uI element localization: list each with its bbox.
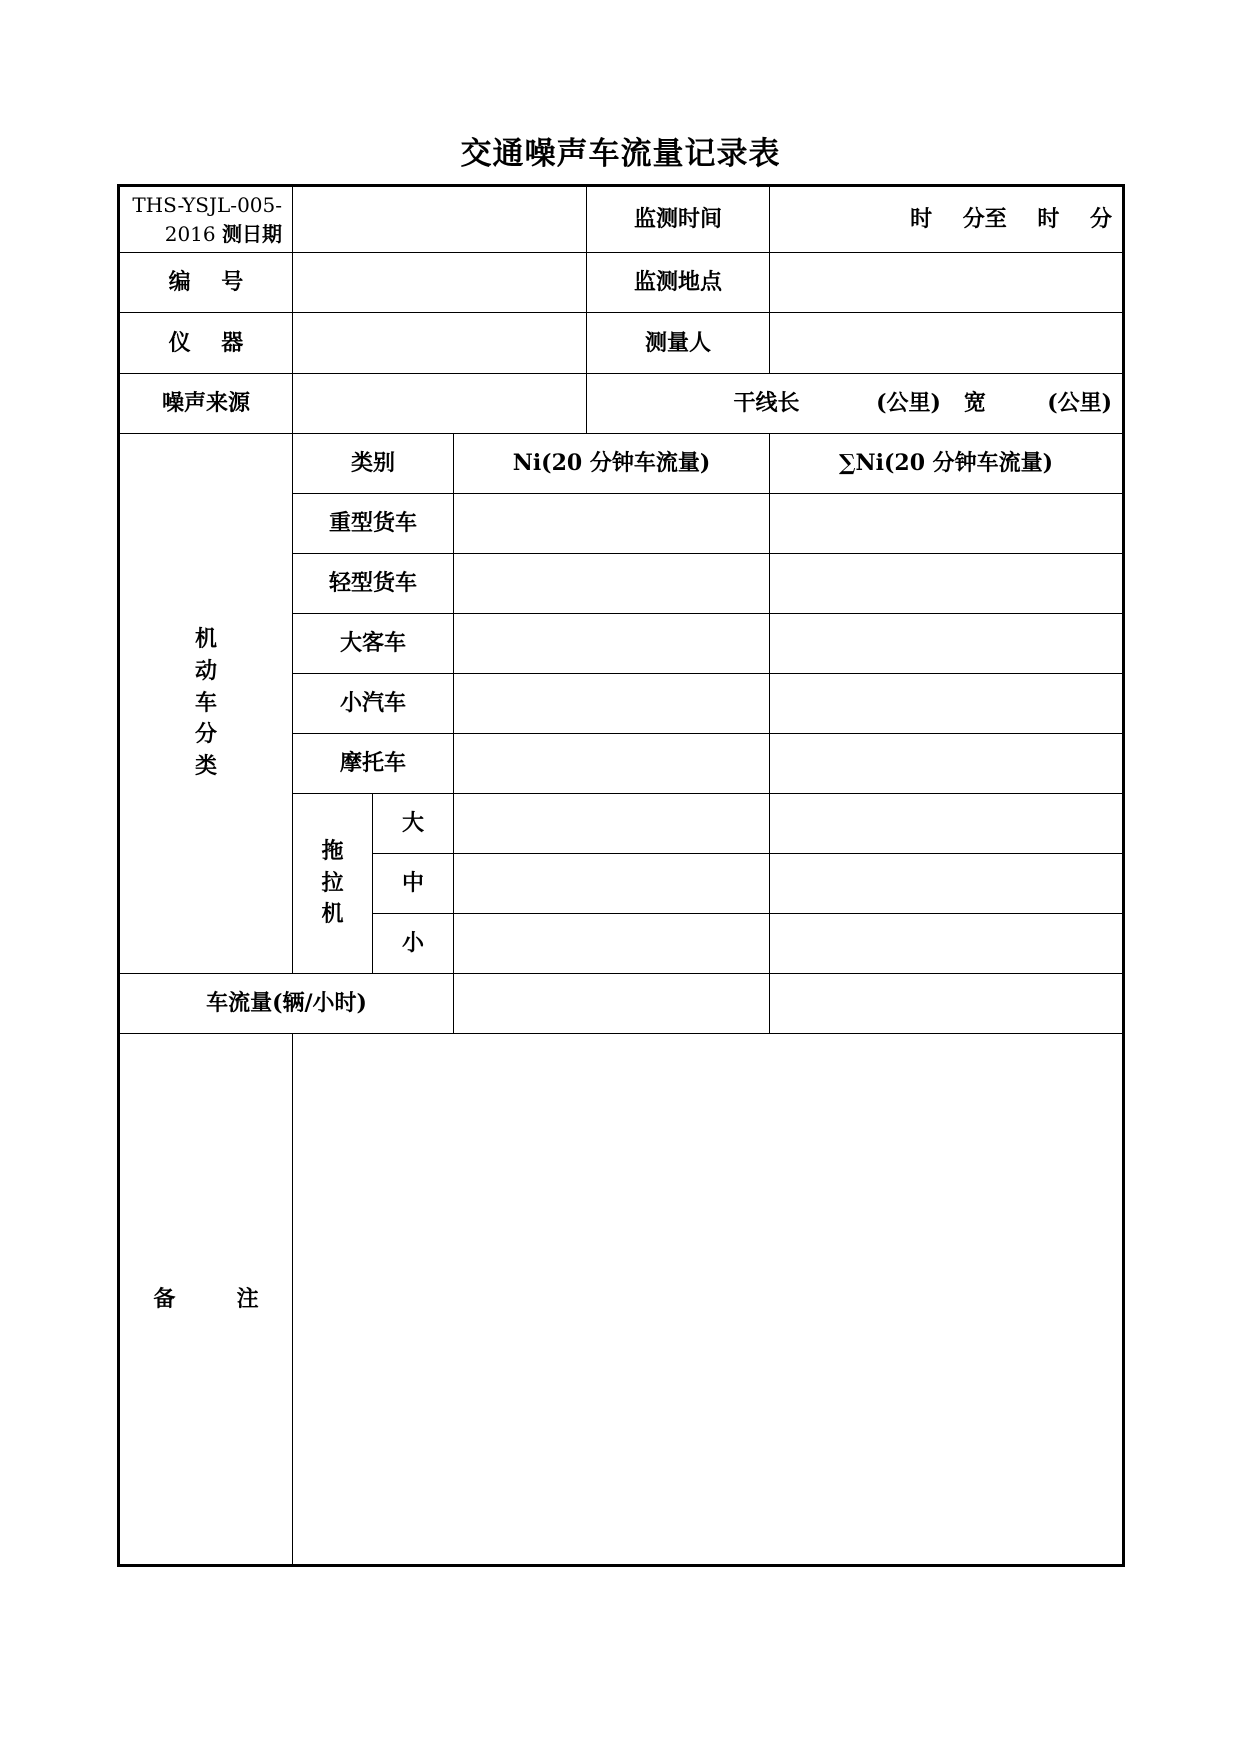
- sum-ni-field[interactable]: [770, 794, 1124, 854]
- row-noise-source: [119, 374, 1124, 434]
- sum-ni-field[interactable]: [770, 614, 1124, 674]
- tractor-size-label: 大: [373, 794, 454, 854]
- surveyor-label: 测量人: [587, 313, 770, 374]
- ni-field[interactable]: [454, 734, 770, 794]
- remarks-label: 备 注: [119, 1034, 293, 1566]
- vehicle-type-label: 摩托车: [293, 734, 454, 794]
- ni-field[interactable]: [454, 554, 770, 614]
- sum-ni-field[interactable]: [770, 554, 1124, 614]
- sum-ni-header: ∑Ni(20 分钟车流量): [770, 434, 1124, 494]
- date-field[interactable]: [293, 186, 587, 253]
- tractor-size-label: 中: [373, 854, 454, 914]
- noise-source-label: 噪声来源: [119, 374, 293, 434]
- monitor-time-label: 监测时间: [587, 186, 770, 253]
- doc-code-year: 2016: [164, 221, 216, 246]
- ni-field[interactable]: [454, 854, 770, 914]
- ni-field[interactable]: [454, 794, 770, 854]
- monitor-site-label: 监测地点: [587, 253, 770, 313]
- ni-field[interactable]: [454, 494, 770, 554]
- ni-field[interactable]: [454, 674, 770, 734]
- instrument-label: 仪 器: [119, 313, 293, 374]
- vehicle-type-label: 轻型货车: [293, 554, 454, 614]
- ni-header: Ni(20 分钟车流量): [454, 434, 770, 494]
- sum-ni-field[interactable]: [770, 914, 1124, 974]
- remarks-row: [119, 1034, 1124, 1566]
- monitor-time-field[interactable]: 时 分至 时 分: [770, 186, 1124, 253]
- ni-field[interactable]: [454, 614, 770, 674]
- vehicle-header-row: [119, 434, 1124, 494]
- flow-ni-field[interactable]: [454, 974, 770, 1034]
- category-header: 类别: [293, 434, 454, 494]
- row-date-time: [119, 186, 1124, 253]
- sum-ni-field[interactable]: [770, 494, 1124, 554]
- row-number-site: [119, 253, 1124, 313]
- instrument-field[interactable]: [293, 313, 587, 374]
- monitor-site-field[interactable]: [770, 253, 1124, 313]
- flow-label: 车流量(辆/小时): [119, 974, 454, 1034]
- vehicle-type-label: 大客车: [293, 614, 454, 674]
- noise-source-field[interactable]: [293, 374, 587, 434]
- tractor-size-label: 小: [373, 914, 454, 974]
- surveyor-field[interactable]: [770, 313, 1124, 374]
- flow-row: [119, 974, 1124, 1034]
- date-label: 测日期: [222, 221, 282, 246]
- sum-ni-field[interactable]: [770, 674, 1124, 734]
- sum-ni-field[interactable]: [770, 854, 1124, 914]
- doc-code: THS-YSJL-005-: [132, 192, 282, 217]
- record-table: [117, 184, 1125, 1567]
- remarks-field[interactable]: [293, 1034, 1124, 1566]
- road-info-field[interactable]: 干线长 (公里) 宽 (公里): [587, 374, 1124, 434]
- tractor-label: 拖 拉 机: [293, 794, 373, 974]
- number-label: 编 号: [119, 253, 293, 313]
- vehicle-type-label: 重型货车: [293, 494, 454, 554]
- flow-sum-field[interactable]: [770, 974, 1124, 1034]
- doc-code-cell: [119, 186, 293, 253]
- ni-field[interactable]: [454, 914, 770, 974]
- vehicle-type-label: 小汽车: [293, 674, 454, 734]
- number-field[interactable]: [293, 253, 587, 313]
- row-instrument-surveyor: [119, 313, 1124, 374]
- vehicle-group-label: 机 动 车 分 类: [119, 434, 293, 974]
- sum-ni-field[interactable]: [770, 734, 1124, 794]
- form-title: 交通噪声车流量记录表: [460, 136, 781, 172]
